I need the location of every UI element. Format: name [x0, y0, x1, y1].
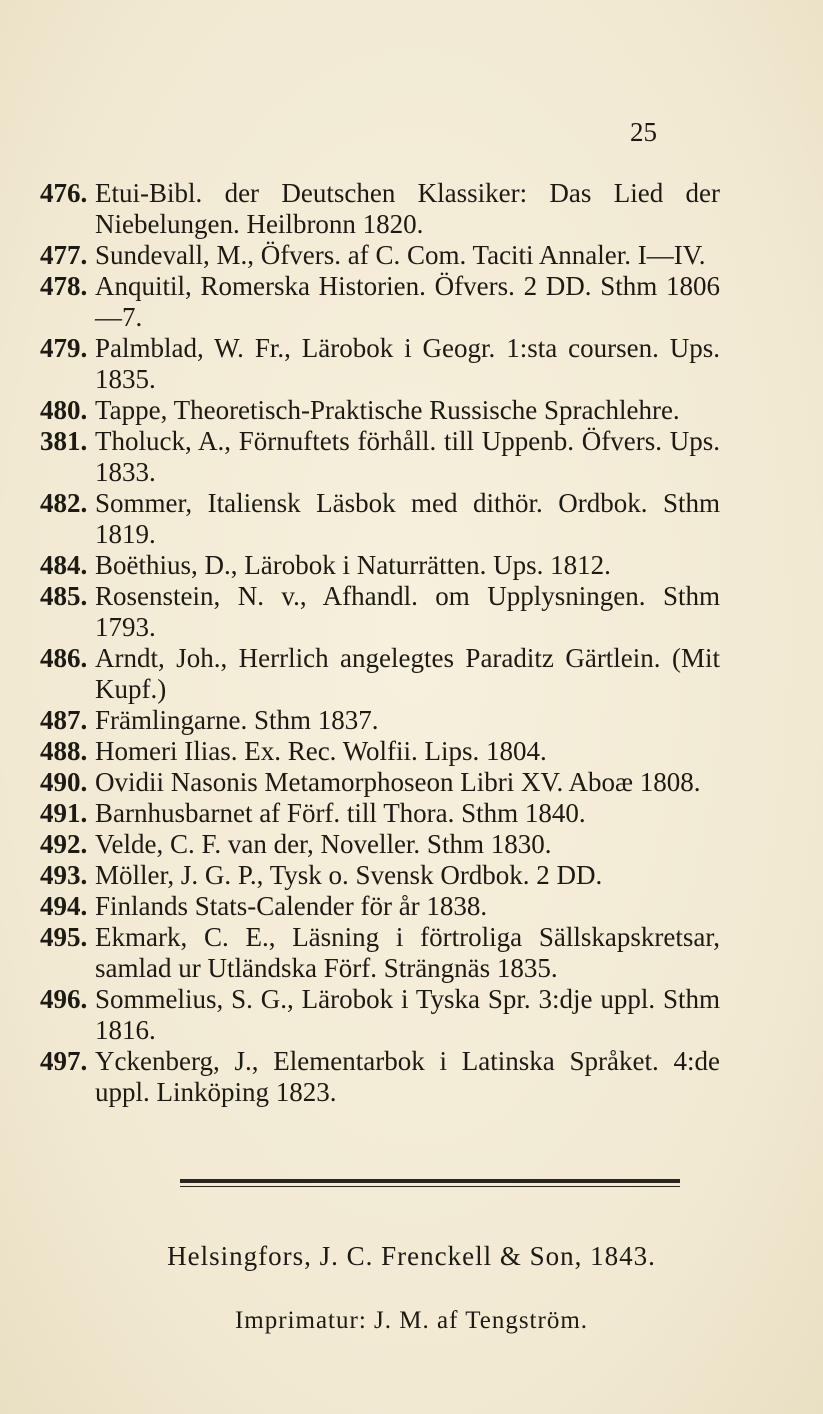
entry-text: Ekmark, C. E., Läsning i förtroliga Sällskapskretsar, samlad ur Utländska Förf. Strängnäs 1835. — [95, 922, 720, 983]
entry-number: 488. — [40, 736, 88, 766]
entry-number: 487. — [40, 705, 88, 735]
catalogue-entry — [40, 736, 720, 767]
catalogue-entry — [40, 984, 720, 1046]
entry-text: Barnhusbarnet af Förf. till Thora. Sthm 1840. — [95, 798, 586, 828]
catalogue-entry — [40, 891, 720, 922]
entry-number: 479. — [40, 333, 88, 363]
catalogue-entry — [40, 550, 720, 581]
separator-rule-thick — [180, 1179, 680, 1183]
separator-rule — [180, 1179, 680, 1187]
imprimatur-line: Imprimatur: J. M. af Tengström. — [234, 1307, 589, 1334]
catalogue-entry — [40, 829, 720, 860]
entry-number: 495. — [40, 922, 88, 952]
entry-text: Boëthius, D., Lärobok i Naturrätten. Ups. 1812. — [95, 550, 611, 580]
entry-text: Sommelius, S. G., Lärobok i Tyska Spr. 3:dje uppl. Sthm 1816. — [95, 984, 720, 1045]
entry-text: Främlingarne. Sthm 1837. — [95, 705, 379, 735]
catalogue-entry — [40, 643, 720, 705]
entry-number: 491. — [40, 798, 88, 828]
catalogue-entry — [40, 705, 720, 736]
printer-imprint: Helsingfors, J. C. Frenckell & Son, 1843. — [167, 1241, 656, 1271]
entry-number: 482. — [40, 488, 88, 518]
entry-text: Tholuck, A., Förnuftets förhåll. till Uppenb. Öfvers. Ups. 1833. — [95, 426, 720, 487]
entry-text: Tappe, Theoretisch-Praktische Russische Sprachlehre. — [95, 395, 680, 425]
catalogue-entry — [40, 798, 720, 829]
catalogue-entry — [40, 1046, 720, 1108]
catalogue-entry — [40, 395, 720, 426]
entry-number: 497. — [40, 1046, 88, 1076]
entry-number: 490. — [40, 767, 88, 797]
entry-text: Homeri Ilias. Ex. Rec. Wolfii. Lips. 1804. — [95, 736, 547, 766]
entry-text: Yckenberg, J., Elementarbok i Latinska Språket. 4:de uppl. Linköping 1823. — [95, 1046, 720, 1107]
entry-text: Palmblad, W. Fr., Lärobok i Geogr. 1:sta coursen. Ups. 1835. — [95, 333, 720, 394]
entry-text: Rosenstein, N. v., Afhandl. om Upplysningen. Sthm 1793. — [95, 581, 720, 642]
entry-number: 486. — [40, 643, 88, 673]
catalogue-entry — [40, 488, 720, 550]
catalogue-entry — [40, 581, 720, 643]
entry-number: 480. — [40, 395, 88, 425]
entry-number: 476. — [40, 178, 88, 208]
catalogue-entry — [40, 922, 720, 984]
entry-text: Arndt, Joh., Herrlich angelegtes Paraditz Gärtlein. (Mit Kupf.) — [95, 643, 720, 704]
entry-text: Sommer, Italiensk Läsbok med dithör. Ordbok. Sthm 1819. — [95, 488, 720, 549]
entry-number: 493. — [40, 860, 88, 890]
entry-number: 492. — [40, 829, 88, 859]
entry-number: 496. — [40, 984, 88, 1014]
entry-number: 477. — [40, 240, 88, 270]
separator-rule-thin — [180, 1186, 680, 1187]
entry-text: Ovidii Nasonis Metamorphoseon Libri XV. Aboæ 1808. — [95, 767, 701, 797]
entry-number: 381. — [40, 426, 88, 456]
entry-text: Sundevall, M., Öfvers. af C. Com. Taciti Annaler. I—IV. — [95, 240, 706, 270]
catalogue-entry — [40, 860, 720, 891]
entry-text: Möller, J. G. P., Tysk o. Svensk Ordbok. 2 DD. — [95, 860, 603, 890]
catalogue-entry — [40, 240, 720, 271]
entry-text: Finlands Stats-Calender för år 1838. — [95, 891, 488, 921]
entry-number: 494. — [40, 891, 88, 921]
entry-number: 484. — [40, 550, 88, 580]
catalogue-entry — [40, 271, 720, 333]
entry-text: Anquitil, Romerska Historien. Öfvers. 2 DD. Sthm 1806—7. — [95, 271, 720, 332]
catalogue-entry — [40, 333, 720, 395]
entry-text: Etui-Bibl. der Deutschen Klassiker: Das Lied der Niebelungen. Heilbronn 1820. — [95, 178, 720, 239]
catalogue-entry — [40, 178, 720, 240]
page-number: 25 — [630, 117, 657, 147]
catalogue-entries — [40, 178, 720, 1108]
catalogue-entry — [40, 426, 720, 488]
entry-text: Velde, C. F. van der, Noveller. Sthm 1830. — [95, 829, 552, 859]
entry-number: 478. — [40, 271, 88, 301]
catalogue-entry — [40, 767, 720, 798]
entry-number: 485. — [40, 581, 88, 611]
